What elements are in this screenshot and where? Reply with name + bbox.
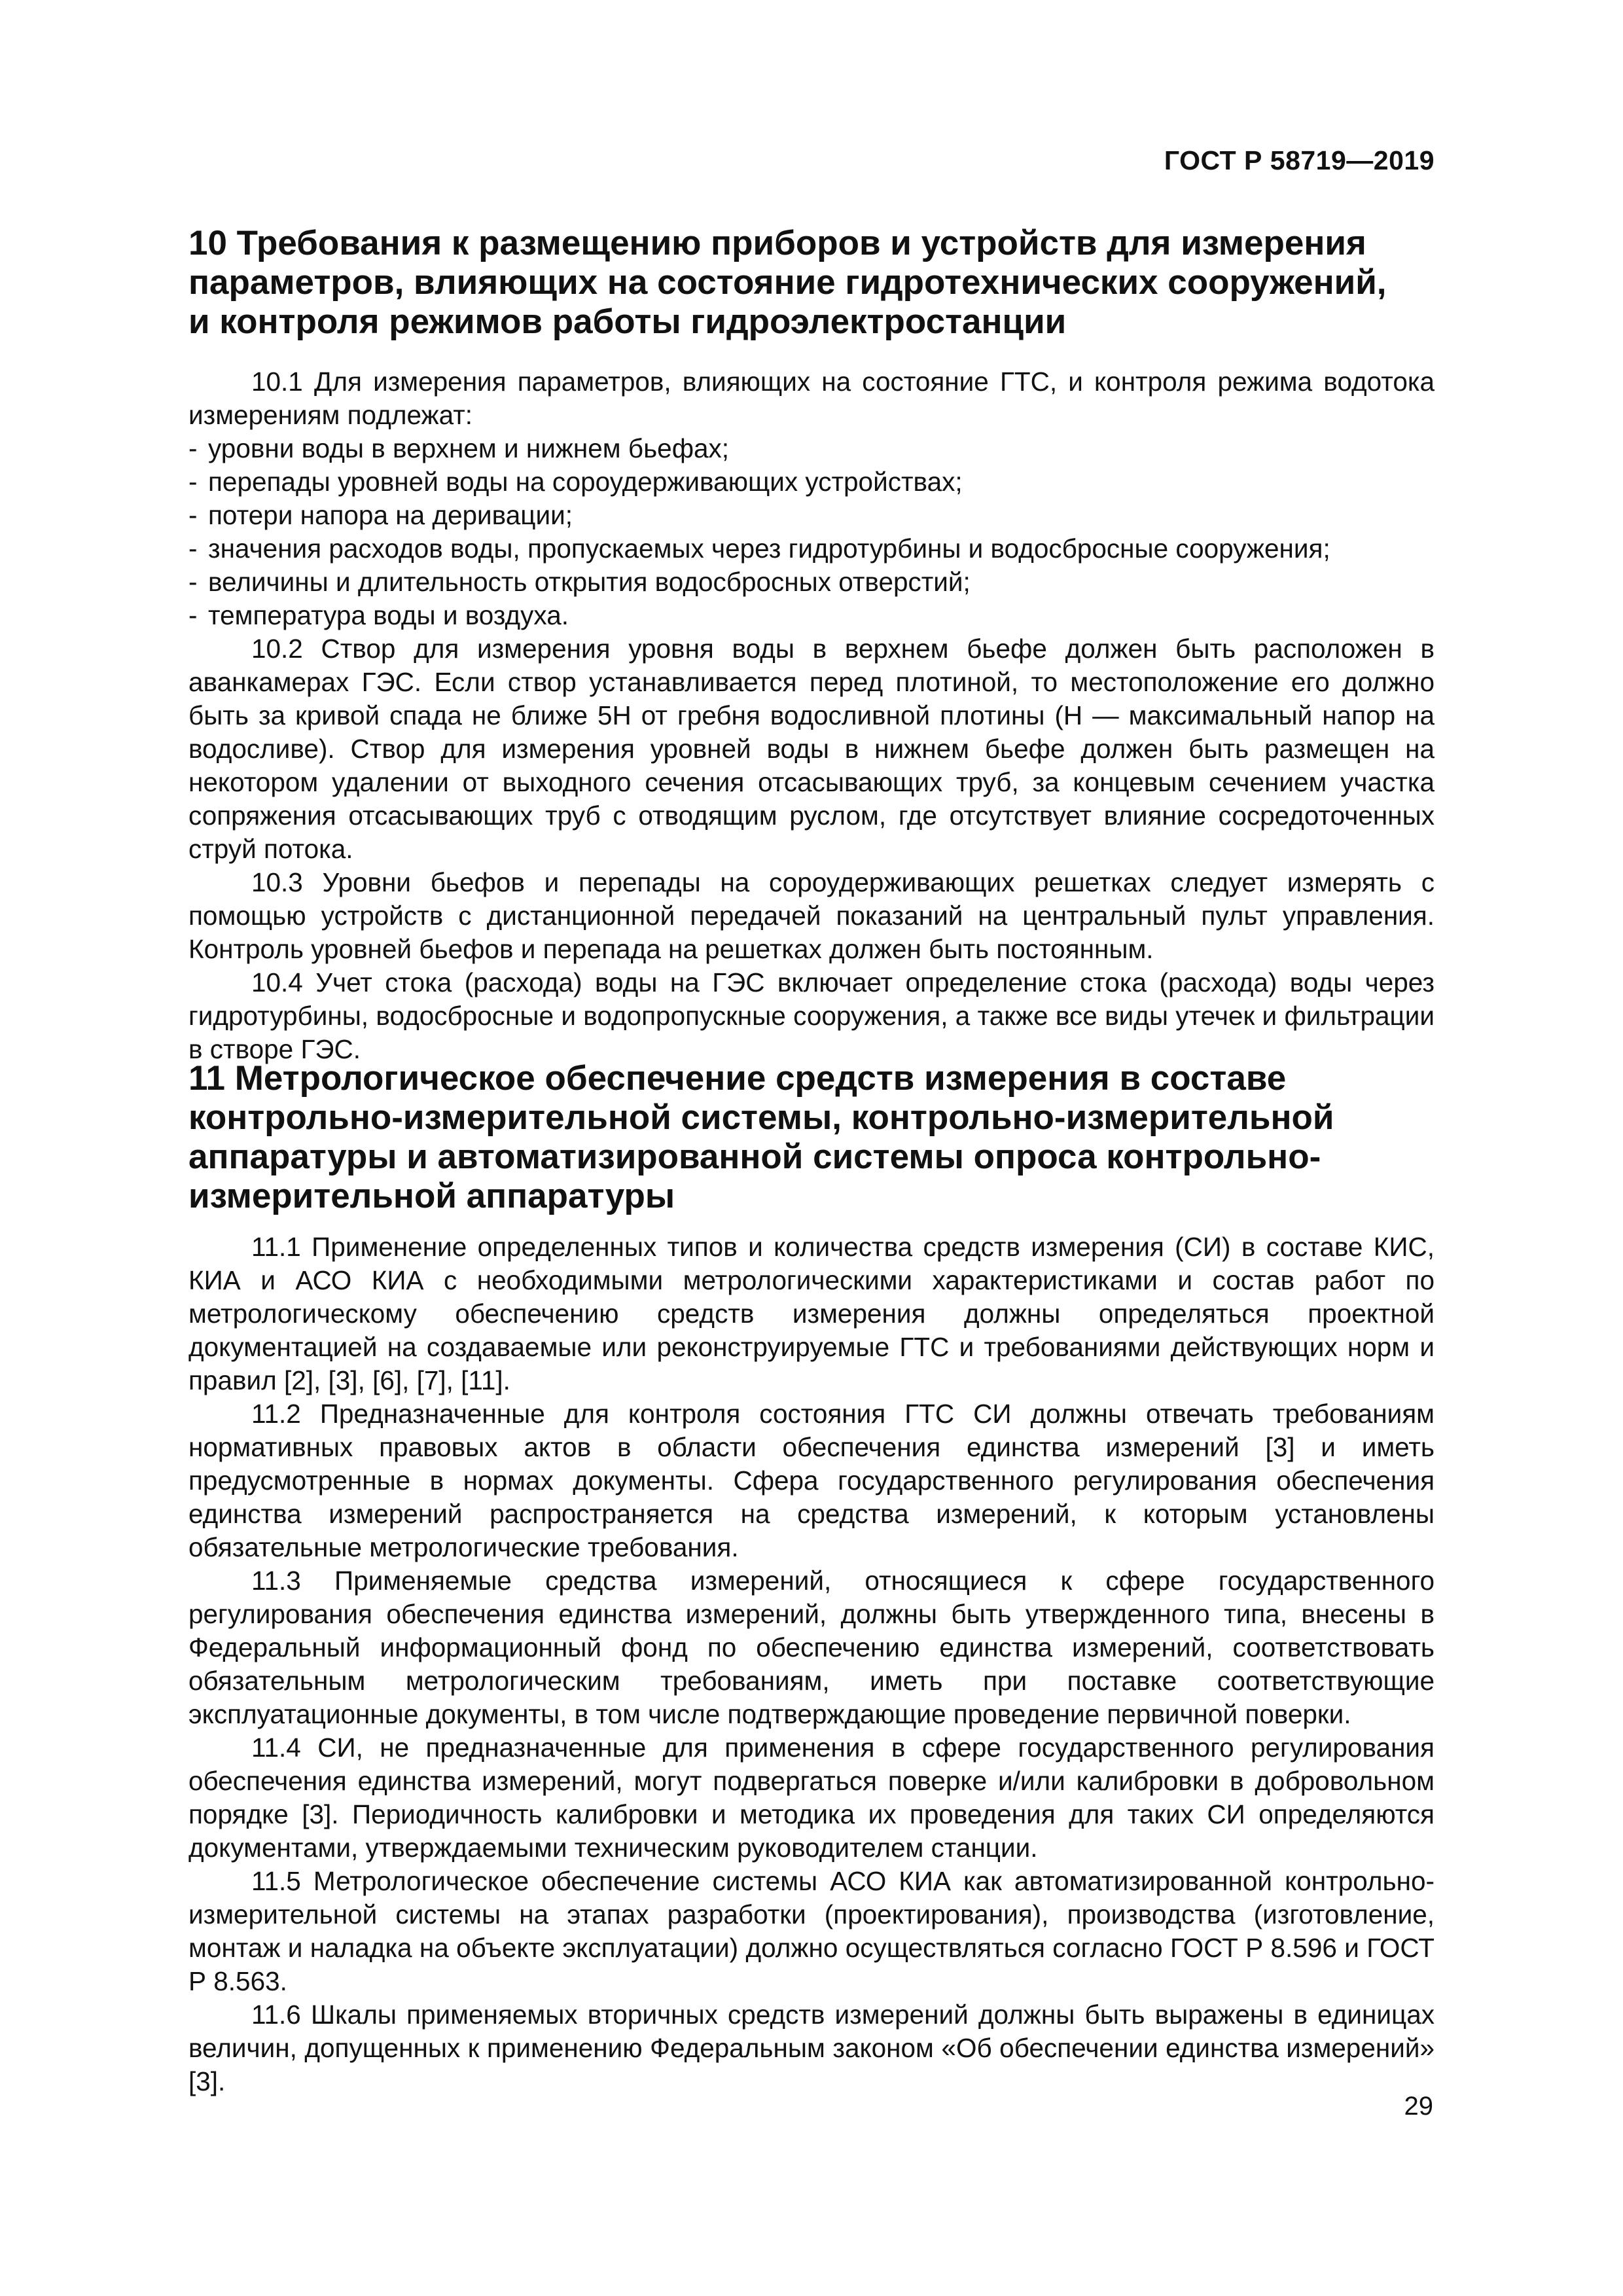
section-11-title: 11 Метрологическое обеспечение средств измерения в составе контрольно-измерительной системы, контрольно-измерительной аппаратуры и автоматизированной системы опроса контрольно-измерительной аппаратуры	[188, 1059, 1334, 1215]
section-10-body	[188, 365, 1435, 1066]
measurement-list	[188, 432, 1435, 632]
list-item: - величины и длительность открытия водосбросных отверстий;	[188, 567, 971, 597]
document-code-header: ГОСТ Р 58719—2019	[1164, 145, 1435, 175]
paragraph-10-2: 10.2 Створ для измерения уровня воды в верхнем бьефе должен быть расположен в аванкамерах ГЭС. Если створ устанавливается перед плотиной, то местоположение его должно быть за кривой спада не ближе 5Н от гребня водосливной плотины (Н — максимальный напор на водосливе). Створ для измерения уровней воды в нижнем бьефе должен быть размещен на некотором удалении от выходного сечения отсасывающих труб, за концевым сечением участка сопряжения отсасывающих труб с отводящим руслом, где отсутствует влияние сосредоточенных струй потока.	[188, 634, 1435, 864]
list-item: - перепады уровней воды на сороудерживающих устройствах;	[188, 467, 963, 497]
paragraph-11-5: 11.5 Метрологическое обеспечение системы АСО КИА как автоматизированной контрольно-измерительной системы на этапах разработки (проектирования), производства (изготовление, монтаж и наладка на объекте эксплуатации) должно осуществляться согласно ГОСТ Р 8.596 и ГОСТ Р 8.563.	[188, 1866, 1435, 1996]
section-11-body	[188, 1230, 1435, 2098]
paragraph-10-3: 10.3 Уровни бьефов и перепады на сороудерживающих решетках следует измерять с помощью устройств с дистанционной передачей показаний на центральный пульт управления. Контроль уровней бьефов и перепада на решетках должен быть постоянным.	[188, 867, 1435, 964]
paragraph-11-6: 11.6 Шкалы применяемых вторичных средств измерений должны быть выражены в единицах величин, допущенных к применению Федеральным законом «Об обеспечении единства измерений» [3].	[188, 2000, 1435, 2096]
list-item: - значения расходов воды, пропускаемых через гидротурбины и водосбросные сооружения;	[188, 533, 1330, 564]
section-10-title: 10 Требования к размещению приборов и устройств для измерения параметров, влияющих на состояние гидротехнических сооружений, и контроля режимов работы гидроэлектростанции	[188, 224, 1387, 341]
paragraph-11-2: 11.2 Предназначенные для контроля состояния ГТС СИ должны отвечать требованиям нормативных правовых актов в области обеспечения единства измерений [3] и иметь предусмотренные в нормах документы. Сфера государственного регулирования обеспечения единства измерений распространяется на средства измерений, к которым установлены обязательные метрологические требования.	[188, 1399, 1435, 1562]
list-item: - потери напора на деривации;	[188, 500, 573, 530]
paragraph-11-4: 11.4 СИ, не предназначенные для применения в сфере государственного регулирования обеспечения единства измерений, могут подвергаться поверке и/или калибровки в добровольном порядке [3]. Периодичность калибровки и методика их проведения для таких СИ определяются документами, утверждаемыми техническим руководителем станции.	[188, 1732, 1435, 1863]
list-item: - уровни воды в верхнем и нижнем бьефах;	[188, 433, 730, 463]
page-number: 29	[1404, 2092, 1433, 2121]
paragraph-10-1: 10.1 Для измерения параметров, влияющих на состояние ГТС, и контроля режима водотока измерениям подлежат:	[188, 367, 1435, 430]
paragraph-10-4: 10.4 Учет стока (расхода) воды на ГЭС включает определение стока (расхода) воды через гидротурбины, водосбросные и водопропускные сооружения, а также все виды утечек и фильтрации в створе ГЭС.	[188, 967, 1435, 1064]
paragraph-11-3: 11.3 Применяемые средства измерений, относящиеся к сфере государственного регулирования обеспечения единства измерений, должны быть утвержденного типа, внесены в Федеральный информационный фонд по обеспечению единства измерений, соответствовать обязательным метрологическим требованиям, иметь при поставке соответствующие эксплуатационные документы, в том числе подтверждающие проведение первичной поверки.	[188, 1566, 1435, 1729]
paragraph-11-1: 11.1 Применение определенных типов и количества средств измерения (СИ) в составе КИС, КИА и АСО КИА с необходимыми метрологическими характеристиками и состав работ по метрологическому обеспечению средств измерения должны определяться проектной документацией на создаваемые или реконструируемые ГТС и требованиями действующих норм и правил [2], [3], [6], [7], [11].	[188, 1232, 1435, 1395]
list-item: - температура воды и воздуха.	[188, 600, 569, 630]
